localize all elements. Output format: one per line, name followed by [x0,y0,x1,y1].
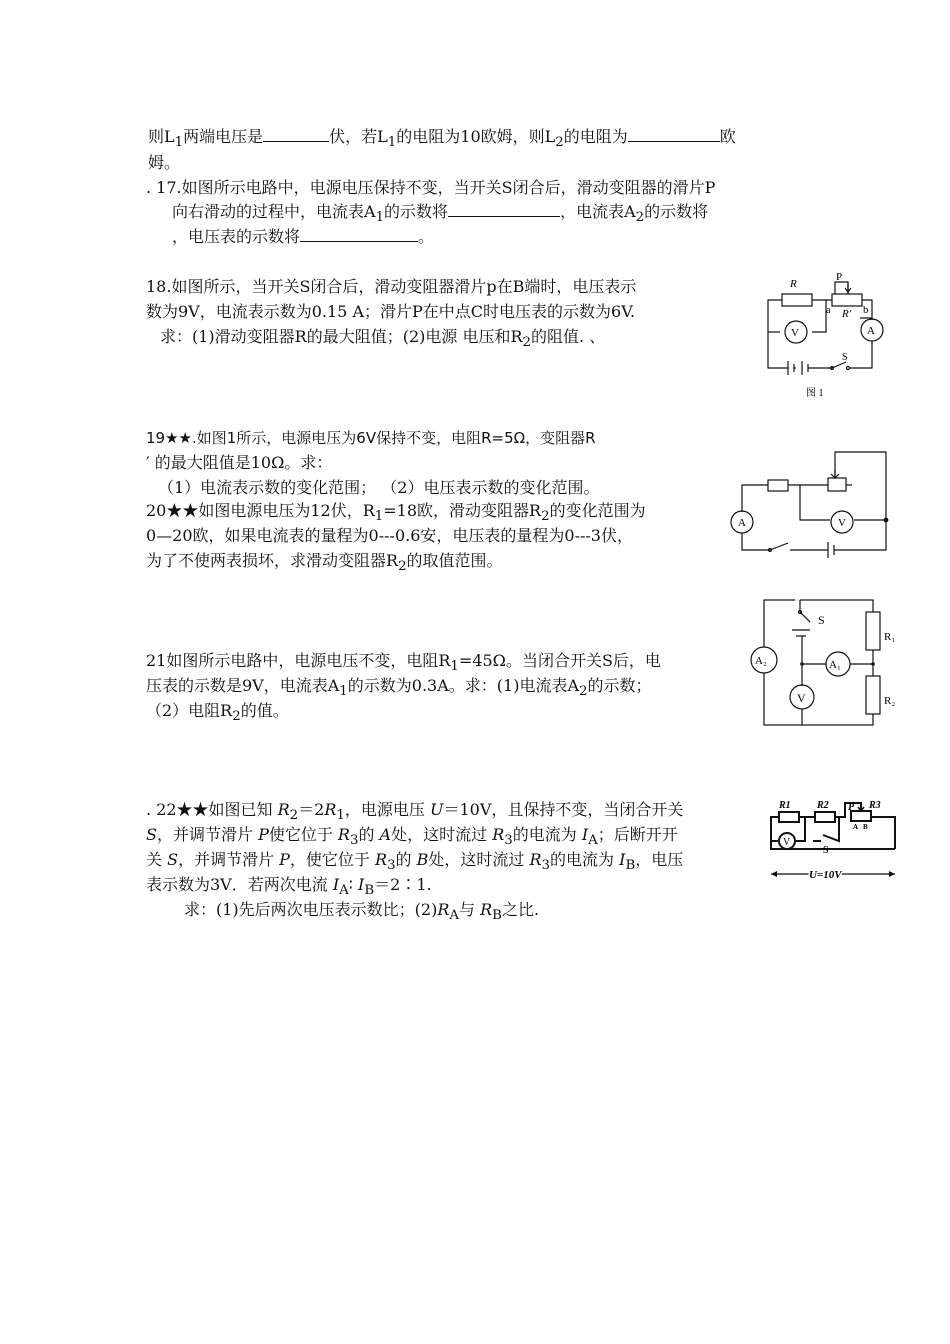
fig-label: A [853,823,859,831]
q19-line3: （1）电流表示数的变化范围； （2）电压表示数的变化范围。 [158,478,600,497]
q22-text: 之比. [501,900,540,919]
q22-sub: B [625,858,636,874]
q22-text: ，并调节滑片 [156,825,259,844]
fig-label: U=10V [809,869,842,881]
q22-var: A [379,825,392,844]
q22-sub: 3 [541,858,551,874]
q22-text: . 22★★如图已知 [146,800,278,819]
q17-line3 [172,226,434,248]
q20-text: 为了不使两表损坏，求滑动变阻器R [146,551,399,570]
q18-line2: 数为9V，电流表示数为0.15 A；滑片P在中点C时电压表的示数为6V. [146,302,636,321]
fig-label: R [790,278,797,290]
q20-text: 的变化范围为 [549,501,646,520]
q17-text: 的示数将 [384,202,449,221]
q16-text: 伏，若L [329,127,388,146]
q22-var: I [358,875,365,894]
q16-text: 的电阻为 [563,127,628,146]
fig-label: R1 [779,800,791,811]
q17-line2 [172,201,708,229]
fig-label: P [848,802,855,813]
fig-label: a [826,305,831,316]
q21-sub: 2 [232,709,241,725]
answer-blank[interactable] [263,127,329,142]
fig-label: R₂ [884,695,896,707]
q21-text: 21如图所示电路中，电源电压不变，电阻R [146,651,451,670]
q18-line1: 18.如图所示，当开关S闭合后，滑动变阻器滑片p在B端时，电压表示 [146,277,637,296]
q22-var: S [167,850,179,869]
q22-var: R [492,825,505,844]
q22-var: I [619,850,626,869]
q22-text: ＝2 [298,800,325,819]
q22-text: ＝2∶1. [374,875,432,894]
q21-text: 的示数； [587,676,652,695]
q22-text: ＝10V，且保持不变，当闭合开关 [443,800,684,819]
q22-sub: 1 [336,808,345,824]
q22-line5 [184,899,539,927]
q21-sub: 1 [450,659,459,675]
q22-text: 处，这时流过 [428,850,530,869]
answer-blank[interactable] [448,202,560,217]
q22-var: P [279,850,290,869]
q22-sub: A [588,833,598,849]
q20-text: 20★★如图电源电压为12伏，R [146,501,375,520]
q18-text: 求：(1)滑动变阻器R [160,327,307,346]
answer-blank[interactable] [628,127,720,142]
q19-line1: 19★★.如图1所示，电源电压为6V保持不变，电阻R=5Ω，变阻器R [146,429,596,447]
q21-text: （2）电阻R [146,701,233,720]
q17-text: 向右滑动的过程中，电流表A [172,202,376,221]
q22-sub: 3 [349,833,359,849]
q22-var: R [277,800,290,819]
q17-text: 。 [418,227,435,246]
q22-var: R [529,850,542,869]
q22-text: ，电源电压 [344,800,430,819]
q22-text: ，使它位于 [289,850,376,869]
q16-line1 [148,126,736,154]
q22-sub: 3 [387,858,396,874]
fig-label: R3 [869,800,881,811]
q22-var: R [337,825,350,844]
q18-text: 的阻值. 、 [531,327,606,346]
q22-var: I [332,875,340,894]
q22-var: R [324,800,337,819]
fig-label: A₂ [755,655,767,667]
fig-label: V [783,837,791,848]
q22-var: P [258,825,269,844]
answer-blank[interactable] [300,227,418,242]
q18-sub: 2 [522,335,532,351]
q22-var: R [480,900,493,919]
q21-text: 压表的示数是9V，电流表A [146,676,340,695]
fig-label: V [838,517,846,529]
q22-text: ，电压 [635,850,684,869]
q20-line3 [146,550,503,578]
q22-line4 [146,874,432,902]
fig-label: S [842,352,848,363]
q22-text: 使它位于 [268,825,338,844]
fig-label: R2 [817,800,829,811]
q22-text: 的 [358,825,380,844]
q20-line2: 0—20欧，如果电流表的量程为0---0.6安，电压表的量程为0---3伏， [146,526,633,545]
q20-sub: 2 [541,509,550,525]
q20-sub: 2 [398,559,407,575]
q22-var: S [146,825,157,844]
q22-text: 处，这时流过 [391,825,493,844]
q16-sub: 1 [174,135,184,151]
q22-sub: 2 [289,808,299,824]
q18-line3 [160,326,605,354]
fig-label: A₁ [829,659,841,671]
q16-text: 两端电压是 [183,127,264,146]
q16-sub: 1 [387,135,397,151]
fig-label: A [738,517,746,529]
q21-sub: 2 [579,684,588,700]
q21-text: 的示数为0.3A。求：(1)电流表A [347,676,580,695]
fig-label: b [863,304,869,316]
fig-label: R′ [842,308,852,320]
q16-text: 的电阻为10欧姆，则L [396,127,556,146]
q22-var: B [416,850,429,869]
q22-var: U [429,800,444,819]
q21-circuit-diagram [740,590,905,735]
q21-text: 的值。 [240,701,289,720]
q21-line2 [146,675,652,703]
q22-text: 求：(1)先后两次电压表示数比；(2) [184,900,438,919]
q22-var: I [581,825,589,844]
q20-text: =18欧，滑动变阻器R [383,501,542,520]
fig-label: S [818,613,825,627]
q22-text: 的电流为 [512,825,582,844]
q22-sub: A [449,908,460,924]
q22-text: ∶ [348,875,359,894]
q22-sub: B [364,883,375,899]
q22-line1 [146,799,683,827]
q17-sub: 1 [375,210,385,226]
q22-text: 关 [146,850,168,869]
q22-circuit-diagram [765,795,905,885]
q22-sub: 3 [504,833,513,849]
q22-sub: B [492,908,502,924]
fig-label: R₁ [884,631,896,643]
q16-text: 欧 [719,127,736,146]
q22-text: 的 [395,850,417,869]
fig-label: A [867,325,875,337]
q16-line2: 姆。 [148,153,181,172]
q22-text: 与 [459,900,481,919]
q22-text: ；后断开开 [597,825,678,844]
q20-text: 的取值范围。 [406,551,503,570]
q19-line2: ′ 的最大阻值是10Ω。求： [146,453,333,472]
q22-var: R [375,850,388,869]
q17-sub: 2 [635,210,645,226]
q21-line1 [146,650,661,678]
q20-line1 [146,500,646,528]
q22-line3 [146,849,683,877]
fig-label: V [791,327,799,339]
q22-text: ，并调节滑片 [178,850,280,869]
q17-line1: . 17.如图所示电路中，电源电压保持不变，当开关S闭合后，滑动变阻器的滑片P [146,178,716,197]
q21-sub: 1 [339,684,348,700]
q22-text: 的电流为 [550,850,620,869]
fig-label: P [836,271,843,283]
q16-text: 则L [148,127,175,146]
q17-text: ，电流表A [560,202,636,221]
q18-circuit-diagram [760,268,895,403]
fig-label: S [823,845,829,856]
fig-label: B [863,823,868,831]
fig-label: V [797,691,806,705]
q22-var: R [437,900,450,919]
q22-line2 [146,824,678,852]
fig-caption: 图 1 [806,388,824,399]
q20-sub: 1 [374,509,384,525]
q19-circuit-diagram [730,440,895,570]
q16-sub: 2 [555,135,564,151]
q21-line3 [146,700,289,728]
q22-text: 表示数为3V．若两次电流 [146,875,333,894]
q17-text: ，电压表的示数将 [172,227,301,246]
q22-sub: A [339,883,349,899]
q21-text: =45Ω。当闭合开关S后，电 [458,651,661,670]
q18-text: 的最大阻值；(2)电源 电压和R [306,327,523,346]
q17-text: 的示数将 [644,202,709,221]
